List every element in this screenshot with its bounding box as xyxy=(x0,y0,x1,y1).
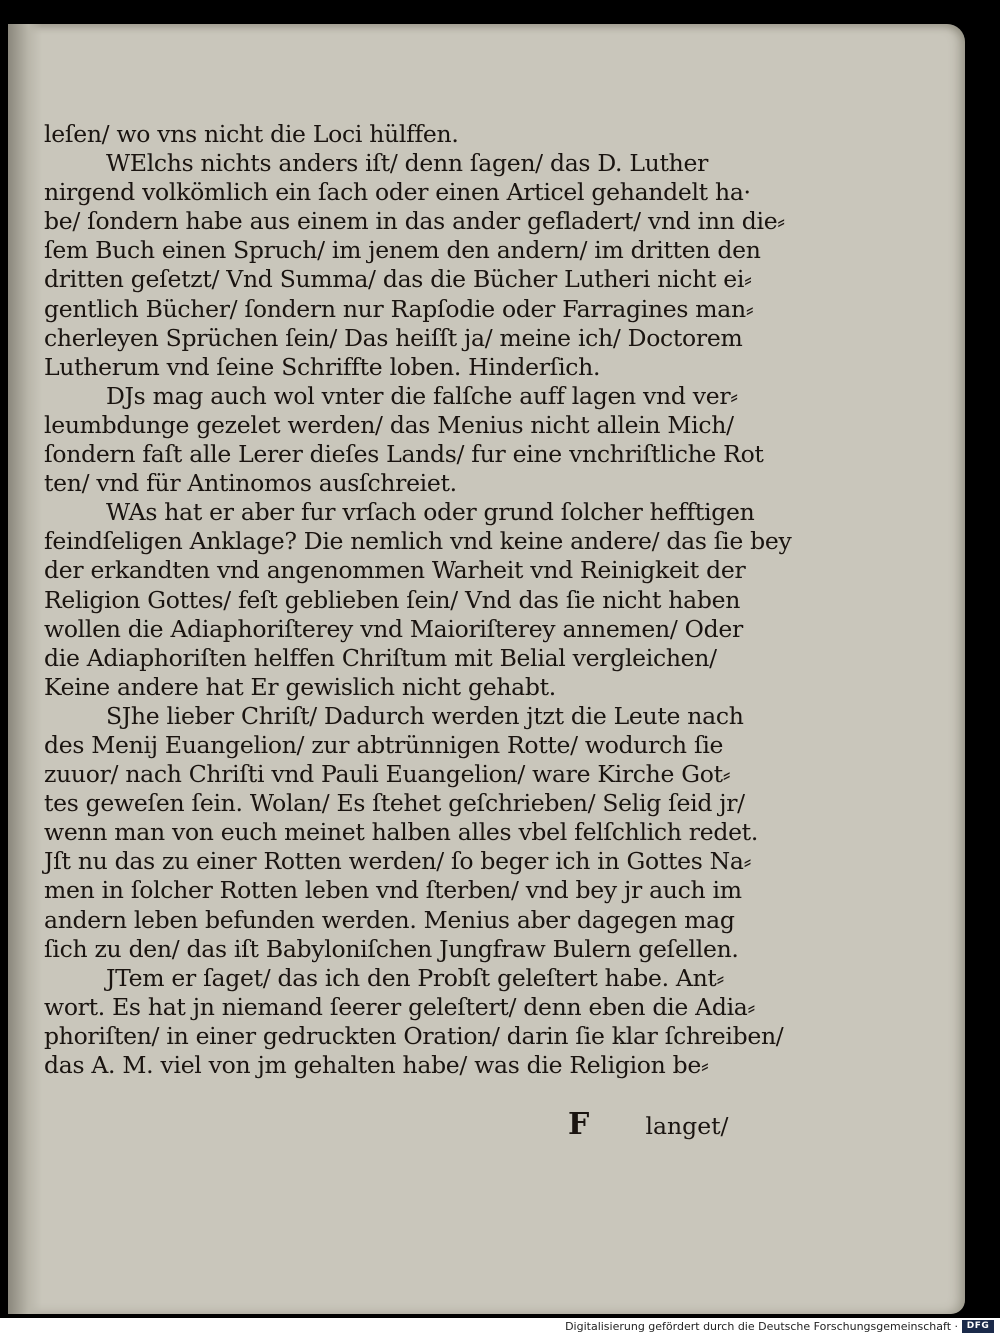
text-line: phoriſten/ in einer gedruckten Oration/ darin ſie klar ſchreiben/ xyxy=(44,1021,784,1050)
text-line: WElchs nichts anders iſt/ denn ſagen/ das D. Luther xyxy=(106,149,709,178)
text-line: das A. M. viel von jm gehalten habe/ was die Religion be⸗ xyxy=(44,1051,709,1079)
text-line: be/ ſondern habe aus einem in das ander gefladert/ vnd inn die⸗ xyxy=(44,207,785,236)
text-line: DJs mag auch wol vnter die falſche auff lagen vnd ver⸗ xyxy=(106,381,738,410)
text-line: ten/ vnd für Antinomos ausſchreiet. xyxy=(44,469,457,498)
text-line: wort. Es hat jn niemand ſeerer geleſtert/ denn eben die Adia⸗ xyxy=(44,992,756,1021)
text-line: Jſt nu das zu einer Rotten werden/ ſo beger ich in Gottes Na⸗ xyxy=(44,847,752,876)
text-line: andern leben befunden werden. Menius aber dagegen mag xyxy=(44,905,735,934)
text-line: SJhe lieber Chriſt/ Dadurch werden jtzt die Leute nach xyxy=(106,701,744,730)
text-line: tes geweſen ſein. Wolan/ Es ſtehet geſchrieben/ Selig ſeid jr/ xyxy=(44,789,745,818)
book-page xyxy=(8,24,965,1314)
text-line: dritten geſetzt/ Vnd Summa/ das die Bücher Lutheri nicht ei⸗ xyxy=(44,265,752,294)
text-line: leſen/ wo vns nicht die Loci hülffen. xyxy=(44,120,459,148)
text-line: leumbdunge gezelet werden/ das Menius nicht allein Mich/ xyxy=(44,410,734,439)
text-line: ſem Buch einen Spruch/ im jenem den andern/ im dritten den xyxy=(44,236,761,265)
text-line: zuuor/ nach Chriſti vnd Pauli Euangelion/ ware Kirche Got⸗ xyxy=(44,760,731,789)
text-line: JTem er ſaget/ das ich den Probſt geleſtert habe. Ant⸗ xyxy=(106,963,725,992)
text-line: des Menij Euangelion/ zur abtrünnigen Rotte/ wodurch ſie xyxy=(44,730,724,759)
text-line: WAs hat er aber fur vrſach oder grund ſolcher hefftigen xyxy=(106,498,755,527)
text-line: feindſeligen Anklage? Die nemlich vnd keine andere/ das ſie bey xyxy=(44,527,792,556)
text-line: cherleyen Sprüchen ſein/ Das heiſſt ja/ meine ich/ Doctorem xyxy=(44,323,743,352)
text-line: ſich zu den/ das iſt Babyloniſchen Jungfraw Bulern geſellen. xyxy=(44,934,739,963)
text-line: Religion Gottes/ feſt geblieben ſein/ Vnd das ſie nicht haben xyxy=(44,585,741,614)
text-line: nirgend volkömlich ein ſach oder einen Articel gehandelt ha· xyxy=(44,178,751,207)
text-line: men in ſolcher Rotten leben vnd ſterben/ vnd bey jr auch im xyxy=(44,876,742,905)
text-line: wenn man von euch meinet halben alles vbel felſchlich redet. xyxy=(44,818,758,847)
text-line: wollen die Adiaphoriſterey vnd Maioriſterey annemen/ Oder xyxy=(44,614,743,643)
signature-mark: F xyxy=(568,1107,590,1142)
page-text xyxy=(44,120,792,1080)
text-line: Lutherum vnd ſeine Schriffte loben. Hinderſich. xyxy=(44,352,601,381)
text-line: der erkandten vnd angenommen Warheit vnd Reinigkeit der xyxy=(44,556,746,585)
text-line: gentlich Bücher/ ſondern nur Rapſodie oder Farragines man⸗ xyxy=(44,294,754,323)
funding-credit: Digitalisierung gefördert durch die Deutsche Forschungsgemeinschaft · xyxy=(565,1320,958,1333)
dfg-logo-icon: DFG xyxy=(962,1320,994,1333)
catchword: langet/ xyxy=(645,1112,729,1140)
text-line: die Adiaphoriſten helffen Chriſtum mit Belial vergleichen/ xyxy=(44,643,717,672)
text-line: Keine andere hat Er gewislich nicht gehabt. xyxy=(44,672,556,701)
page-catchwords xyxy=(568,1107,768,1142)
text-line: ſondern faſt alle Lerer dieſes Lands/ fur eine vnchriſtliche Rot xyxy=(44,440,764,469)
